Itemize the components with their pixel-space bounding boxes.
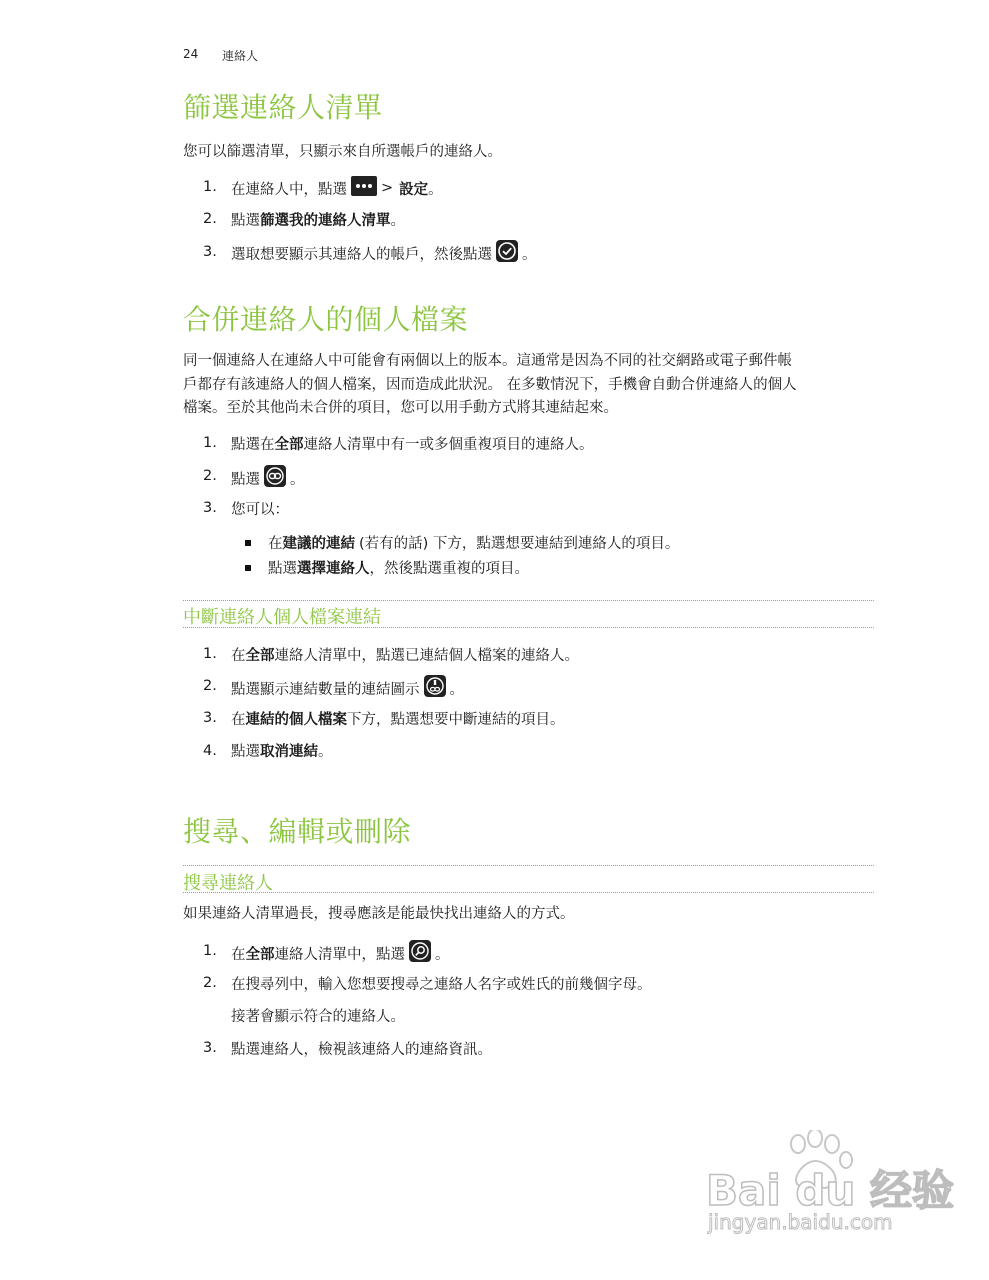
search-edit-section-title: 搜尋、編輯或刪除: [183, 815, 412, 848]
search-step-2-note: [231, 1005, 405, 1026]
unlink-step-3: [231, 708, 565, 729]
merge-step-3: [231, 498, 289, 519]
unlink-step-2: [231, 675, 464, 701]
step-text: 點選: [231, 471, 260, 488]
step-number: 3.: [203, 710, 217, 726]
more-icon: [351, 176, 377, 200]
step-text: 您可以：: [231, 502, 289, 518]
step-text: (若有的話) 下方，點選想要連結到連絡人的項目。: [359, 536, 680, 552]
step-number: 1.: [203, 179, 217, 195]
unlink-step-1: [231, 644, 579, 665]
search-step-2: [231, 973, 652, 994]
step-number: 1.: [203, 435, 217, 451]
running-header: 連絡人: [222, 49, 259, 63]
all-label: 全部: [245, 648, 275, 664]
search-step-1: [231, 940, 450, 966]
linked-profiles-label: 連結的個人檔案: [245, 712, 347, 728]
filter-my-list-label: 篩選我的連絡人清單: [260, 213, 391, 229]
merge-para-line: 同一個連絡人在連絡人中可能會有兩個以上的版本。這通常是因為不同的社交網路或電子郵件帳: [183, 353, 792, 369]
unlink-section-title: 中斷連絡人個人檔案連結: [183, 607, 381, 628]
search-step-3: [231, 1038, 492, 1059]
unlink-step-4: [231, 740, 333, 761]
filter-intro: 您可以篩選清單，只顯示來自所選帳戶的連絡人。: [183, 144, 502, 160]
merge-bullet-2: [268, 557, 529, 578]
step-number: 1.: [203, 646, 217, 662]
merge-para-line: 戶都存有該連絡人的個人檔案，因而造成此狀況。 在多數情況下，手機會自動合併連絡人的個人: [183, 377, 797, 393]
step-text: 。: [428, 181, 443, 198]
step-text: 點選連絡人，檢視該連絡人的連絡資訊。: [231, 1042, 492, 1058]
suggested-links-label: 建議的連結: [282, 536, 355, 552]
watermark-brand: Bai du 经验: [706, 1166, 954, 1215]
merge-section-title: 合併連絡人的個人檔案: [183, 303, 469, 336]
bullet-marker: [245, 540, 251, 546]
divider: [183, 865, 874, 866]
step-number: 4.: [203, 743, 217, 759]
filter-section-title: 篩選連絡人清單: [183, 91, 383, 124]
merge-step-2: [231, 465, 305, 491]
choose-contact-label: 選擇連絡人: [297, 561, 370, 577]
step-text: 。: [449, 681, 464, 698]
divider: [183, 600, 874, 601]
step-text: 。: [318, 744, 333, 760]
step-text: 點選: [268, 561, 297, 577]
step-text: >: [381, 180, 394, 196]
step-text: 下方，點選想要中斷連結的項目。: [347, 712, 565, 728]
link-count-icon: [424, 675, 446, 701]
step-text: 點選: [231, 744, 260, 760]
step-text: 在搜尋列中，輸入您想要搜尋之連絡人名字或姓氏的前幾個字母。: [231, 977, 652, 993]
step-number: 2.: [203, 468, 217, 484]
step-text: 連絡人清單中，點選: [274, 946, 405, 963]
step-text: 連絡人清單中有一或多個重複項目的連絡人。: [303, 437, 594, 453]
search-section-title: 搜尋連絡人: [183, 873, 273, 894]
step-text: 。: [435, 946, 450, 963]
step-number: 1.: [203, 943, 217, 959]
unlink-label: 取消連結: [260, 744, 318, 760]
step-text: 選取想要顯示其連絡人的帳戶，然後點選: [231, 246, 492, 263]
step-text: 點選顯示連結數量的連結圖示: [231, 681, 420, 698]
divider: [183, 892, 874, 893]
baidu-watermark: [700, 1130, 954, 1240]
step-number: 2.: [203, 678, 217, 694]
filter-step-1: [231, 176, 443, 200]
search-icon: [409, 940, 431, 966]
step-text: 點選在: [231, 437, 275, 453]
link-icon: [264, 465, 286, 491]
step-number: 2.: [203, 975, 217, 991]
merge-bullet-1: [268, 532, 679, 553]
filter-step-3: [231, 240, 537, 266]
search-intro: 如果連絡人清單過長，搜尋應該是能最快找出連絡人的方式。: [183, 906, 575, 922]
checkmark-icon: [496, 240, 518, 266]
watermark-url: jingyan.baidu.com: [708, 1210, 893, 1234]
page-number: 24: [183, 47, 199, 61]
step-number: 3.: [203, 500, 217, 516]
step-number: 3.: [203, 1040, 217, 1056]
step-text: 。: [390, 213, 405, 229]
step-text: 。: [522, 246, 537, 263]
step-text: 點選: [231, 213, 260, 229]
step-text: 。: [290, 471, 305, 488]
divider: [183, 627, 874, 628]
step-text: 在: [231, 946, 246, 963]
merge-step-1: [231, 433, 594, 454]
filter-step-2: [231, 209, 405, 230]
step-text: 連絡人清單中，點選已連結個人檔案的連絡人。: [274, 648, 579, 664]
all-label: 全部: [274, 437, 304, 453]
step-number: 3.: [203, 244, 217, 260]
step-text: ，然後點選重複的項目。: [369, 561, 529, 577]
step-text: 接著會顯示符合的連絡人。: [231, 1009, 405, 1025]
step-text: 在: [231, 648, 246, 664]
step-text: 在: [268, 536, 283, 552]
step-text: 在連絡人中，點選: [231, 181, 347, 198]
all-label: 全部: [245, 946, 275, 963]
merge-para-line: 檔案。至於其他尚未合併的項目，您可以用手動方式將其連結起來。: [183, 400, 618, 416]
settings-label: 設定: [399, 181, 429, 198]
bullet-marker: [245, 565, 251, 571]
step-number: 2.: [203, 211, 217, 227]
step-text: 在: [231, 712, 246, 728]
